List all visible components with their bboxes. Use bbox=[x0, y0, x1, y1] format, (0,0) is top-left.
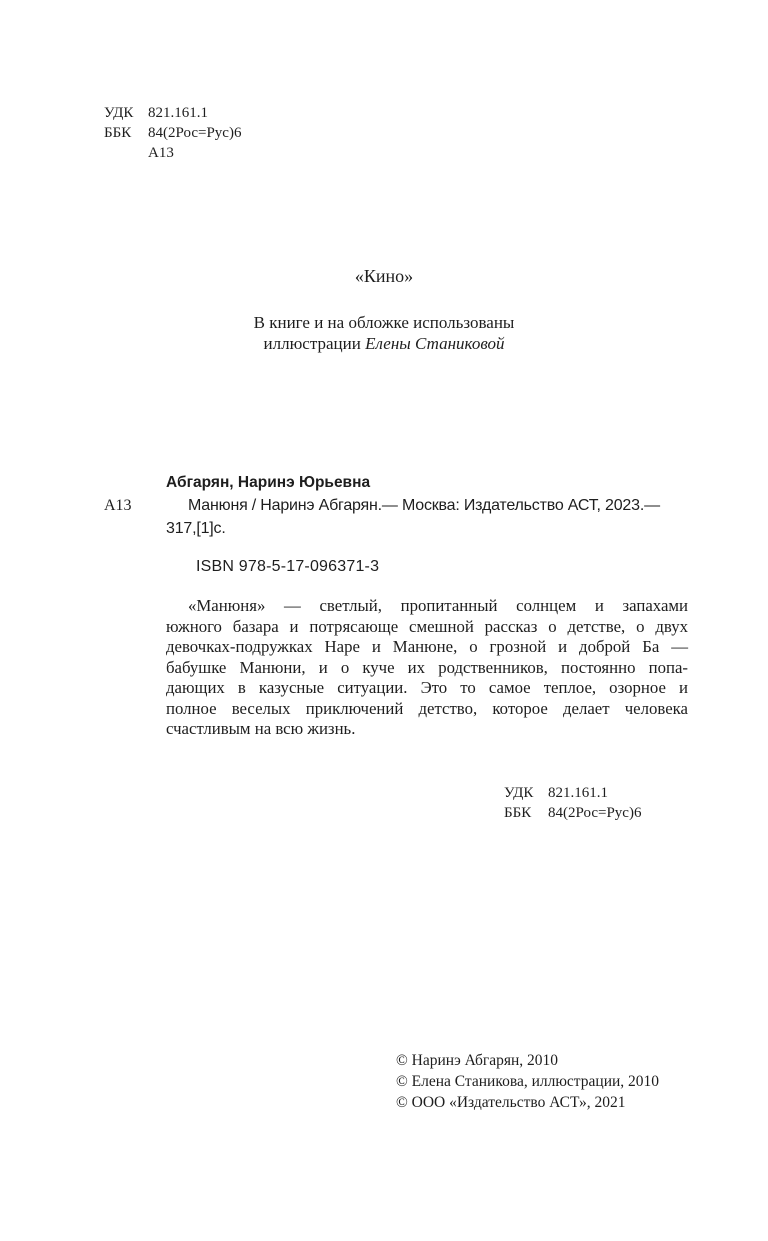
illustrator-name: Елены Станиковой bbox=[365, 334, 505, 353]
bib-description-line-2: 317,[1]с. bbox=[166, 520, 226, 537]
annotation-line: полное веселых приключений детство, которое делает человека bbox=[166, 698, 688, 718]
udk-value: 821.161.1 bbox=[148, 105, 208, 121]
annotation-line: счастливым на всю жизнь. bbox=[166, 719, 356, 738]
udk-label: УДК bbox=[104, 105, 134, 121]
udk-label: УДК bbox=[504, 785, 534, 801]
author-mark-top: А13 bbox=[148, 145, 174, 161]
annotation bbox=[166, 596, 688, 740]
copyright-line: © ООО «Издательство АСТ», 2021 bbox=[396, 1094, 626, 1111]
udk-bottom bbox=[504, 784, 608, 803]
annotation-line: девочках-подружках Наре и Манюне, о грозной и доброй Ба — bbox=[166, 637, 688, 656]
illustrations-line-1: В книге и на обложке использованы bbox=[253, 313, 515, 332]
annotation-line: бабушке Манюни, и о куче их родственников, постоянно попа- bbox=[166, 657, 688, 677]
illustrations-line-2 bbox=[0, 333, 768, 355]
bbk-bottom bbox=[504, 804, 641, 823]
series-title: «Кино» bbox=[354, 266, 414, 286]
annotation-line: «Манюня» — светлый, пропитанный солнцем и запахами bbox=[188, 596, 688, 615]
bbk-top bbox=[104, 124, 241, 143]
udk-top bbox=[104, 104, 208, 123]
bib-description-line-1: Манюня / Наринэ Абгарян.— Москва: Издательство АСТ, 2023.— bbox=[188, 497, 660, 514]
bbk-value: 84(2Рос=Рус)6 bbox=[548, 805, 642, 821]
annotation-line: южного базара и потрясающе смешной рассказ о детстве, о двух bbox=[166, 616, 688, 636]
copyright-line: © Елена Станикова, иллюстрации, 2010 bbox=[396, 1073, 660, 1090]
isbn: ISBN 978-5-17-096371-3 bbox=[196, 558, 380, 575]
copyright-line: © Наринэ Абгарян, 2010 bbox=[396, 1052, 559, 1069]
bbk-label: ББК bbox=[104, 125, 132, 141]
bbk-value: 84(2Рос=Рус)6 bbox=[148, 125, 242, 141]
author-mark: А13 bbox=[104, 497, 132, 514]
bbk-label: ББК bbox=[504, 805, 532, 821]
illustrations-prefix: иллюстрации bbox=[263, 334, 366, 353]
udk-value: 821.161.1 bbox=[548, 785, 608, 801]
annotation-line: дающих в казусные ситуации. Это то самое теплое, озорное и bbox=[166, 678, 688, 697]
author-heading: Абгарян, Наринэ Юрьевна bbox=[166, 474, 371, 491]
